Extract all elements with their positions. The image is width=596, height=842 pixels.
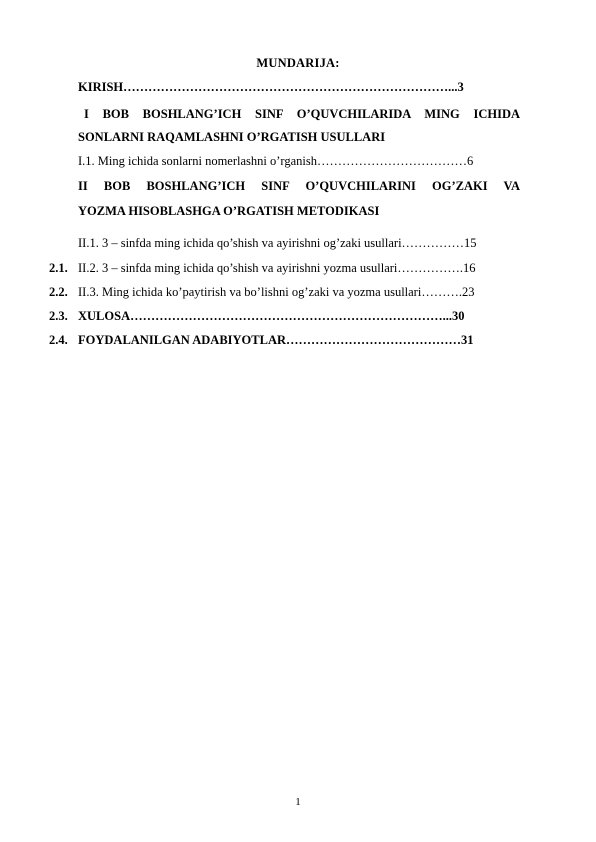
toc-entry-2-1: II.1. 3 – sinfda ming ichida qo’shish va ayirishni og’zaki usullari……………15 (78, 236, 477, 250)
toc-entry-adabiyotlar: FOYDALANILGAN ADABIYOTLAR……………………………………31 (78, 333, 474, 347)
toc-entry-1-1: I.1. Ming ichida sonlarni nomerlashni o’rganish………………………………6 (78, 154, 474, 168)
toc-heading-chapter-2-line-2: YOZMA HISOBLASHGA O’RGATISH METODIKASI (78, 204, 380, 218)
toc-heading-chapter-1-line-2: SONLARNI RAQAMLASHNI O’RGATISH USULLARI (78, 130, 386, 144)
toc-number-2-2: 2.2. (49, 285, 68, 299)
toc-number-2-4: 2.4. (49, 333, 68, 347)
page-title: MUNDARIJA: (256, 56, 340, 70)
toc-entry-xulosa: XULOSA…………………………………………………………………...30 (78, 309, 465, 323)
toc-number-2-1: 2.1. (49, 261, 68, 275)
toc-heading-chapter-1-line-1: I BOB BOSHLANG’ICH SINF O’QUVCHILARIDA MING ICHIDA (84, 107, 520, 121)
toc-heading-chapter-2-line-1: II BOB BOSHLANG’ICH SINF O’QUVCHILARINI OG’ZAKI VA (78, 179, 520, 193)
toc-entry-2-3: II.3. Ming ichida ko’paytirish va bo’lishni og’zaki va yozma usullari……….23 (78, 285, 475, 299)
page-number: 1 (295, 796, 301, 808)
toc-entry-kirish: KIRISH……………………………………………………………………...3 (78, 80, 464, 94)
toc-entry-2-2: II.2. 3 – sinfda ming ichida qo’shish va ayirishni yozma usullari…………….16 (78, 261, 476, 275)
toc-number-2-3: 2.3. (49, 309, 68, 323)
